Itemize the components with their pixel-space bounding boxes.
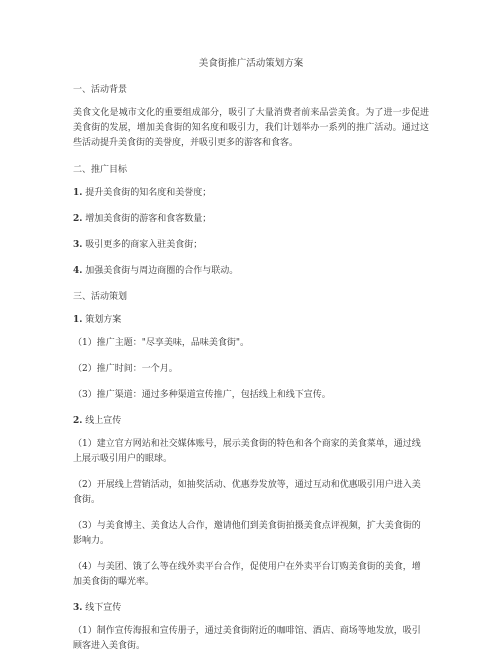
subsection-number: 1.	[73, 315, 83, 325]
goal-item	[73, 238, 429, 253]
goal-item	[73, 264, 429, 279]
goal-item-text: 加强美食街与周边商圈的合作与联动。	[85, 266, 239, 276]
goal-item-text: 吸引更多的商家入驻美食街；	[85, 240, 203, 250]
section-heading-goals: 二、推广目标	[73, 165, 128, 175]
goal-item-text: 增加美食街的游客和食客数量；	[85, 214, 212, 224]
subsection-number: 3.	[73, 603, 83, 613]
subsection-heading-online	[73, 414, 429, 429]
goal-item-text: 提升美食街的知名度和美誉度；	[85, 188, 212, 198]
subsection-title: 策划方案	[85, 315, 122, 325]
subsection-heading-offline	[73, 601, 429, 616]
plan-item: （3）推广渠道：通过多种渠道宣传推广，包括线上和线下宣传。	[73, 390, 331, 400]
goal-item	[73, 186, 429, 201]
section-heading-background: 一、活动背景	[73, 85, 128, 95]
subsection-title: 线上宣传	[85, 416, 122, 426]
online-item: （1）建立官方网站和社交媒体账号，展示美食街的特色和各个商家的美食菜单，通过线上展示吸引用户的眼球。	[73, 439, 421, 464]
subsection-title: 线下宣传	[85, 603, 122, 613]
online-item: （2）开展线上营销活动，如抽奖活动、优惠券发放等，通过互动和优惠吸引用户进入美食街。	[73, 480, 421, 505]
goal-item-number: 1.	[73, 188, 83, 198]
offline-item: （1）制作宣传海报和宣传册子，通过美食街附近的咖啡馆、酒店、商场等地发放，吸引顾客进入美食街。	[73, 626, 421, 651]
background-paragraph: 美食文化是城市文化的重要组成部分，吸引了大量消费者前来品尝美食。为了进一步促进美食街的发展，增加美食街的知名度和吸引力，我们计划举办一系列的推广活动。通过这些活动提升美食街的美誉度，并吸引更多的游客和食客。	[73, 108, 429, 148]
online-item: （4）与美团、饿了么等在线外卖平台合作，促使用户在外卖平台订购美食街的美食，增加美食街的曝光率。	[73, 562, 421, 587]
document-title: 美食街推广活动策划方案	[198, 58, 304, 69]
plan-item: （2）推广时间：一个月。	[73, 364, 178, 374]
goal-item	[73, 212, 429, 227]
goal-item-number: 2.	[73, 214, 83, 224]
goal-item-number: 4.	[73, 266, 83, 276]
section-heading-planning: 三、活动策划	[73, 292, 128, 302]
goal-item-number: 3.	[73, 240, 83, 250]
subsection-heading-plan	[73, 313, 429, 328]
document-page	[73, 56, 429, 665]
subsection-number: 2.	[73, 416, 83, 426]
plan-item: （1）推广主题："尽享美味，品味美食街"。	[73, 338, 250, 348]
online-item: （3）与美食博主、美食达人合作，邀请他们到美食街拍摄美食点评视频，扩大美食街的影响力。	[73, 521, 421, 546]
